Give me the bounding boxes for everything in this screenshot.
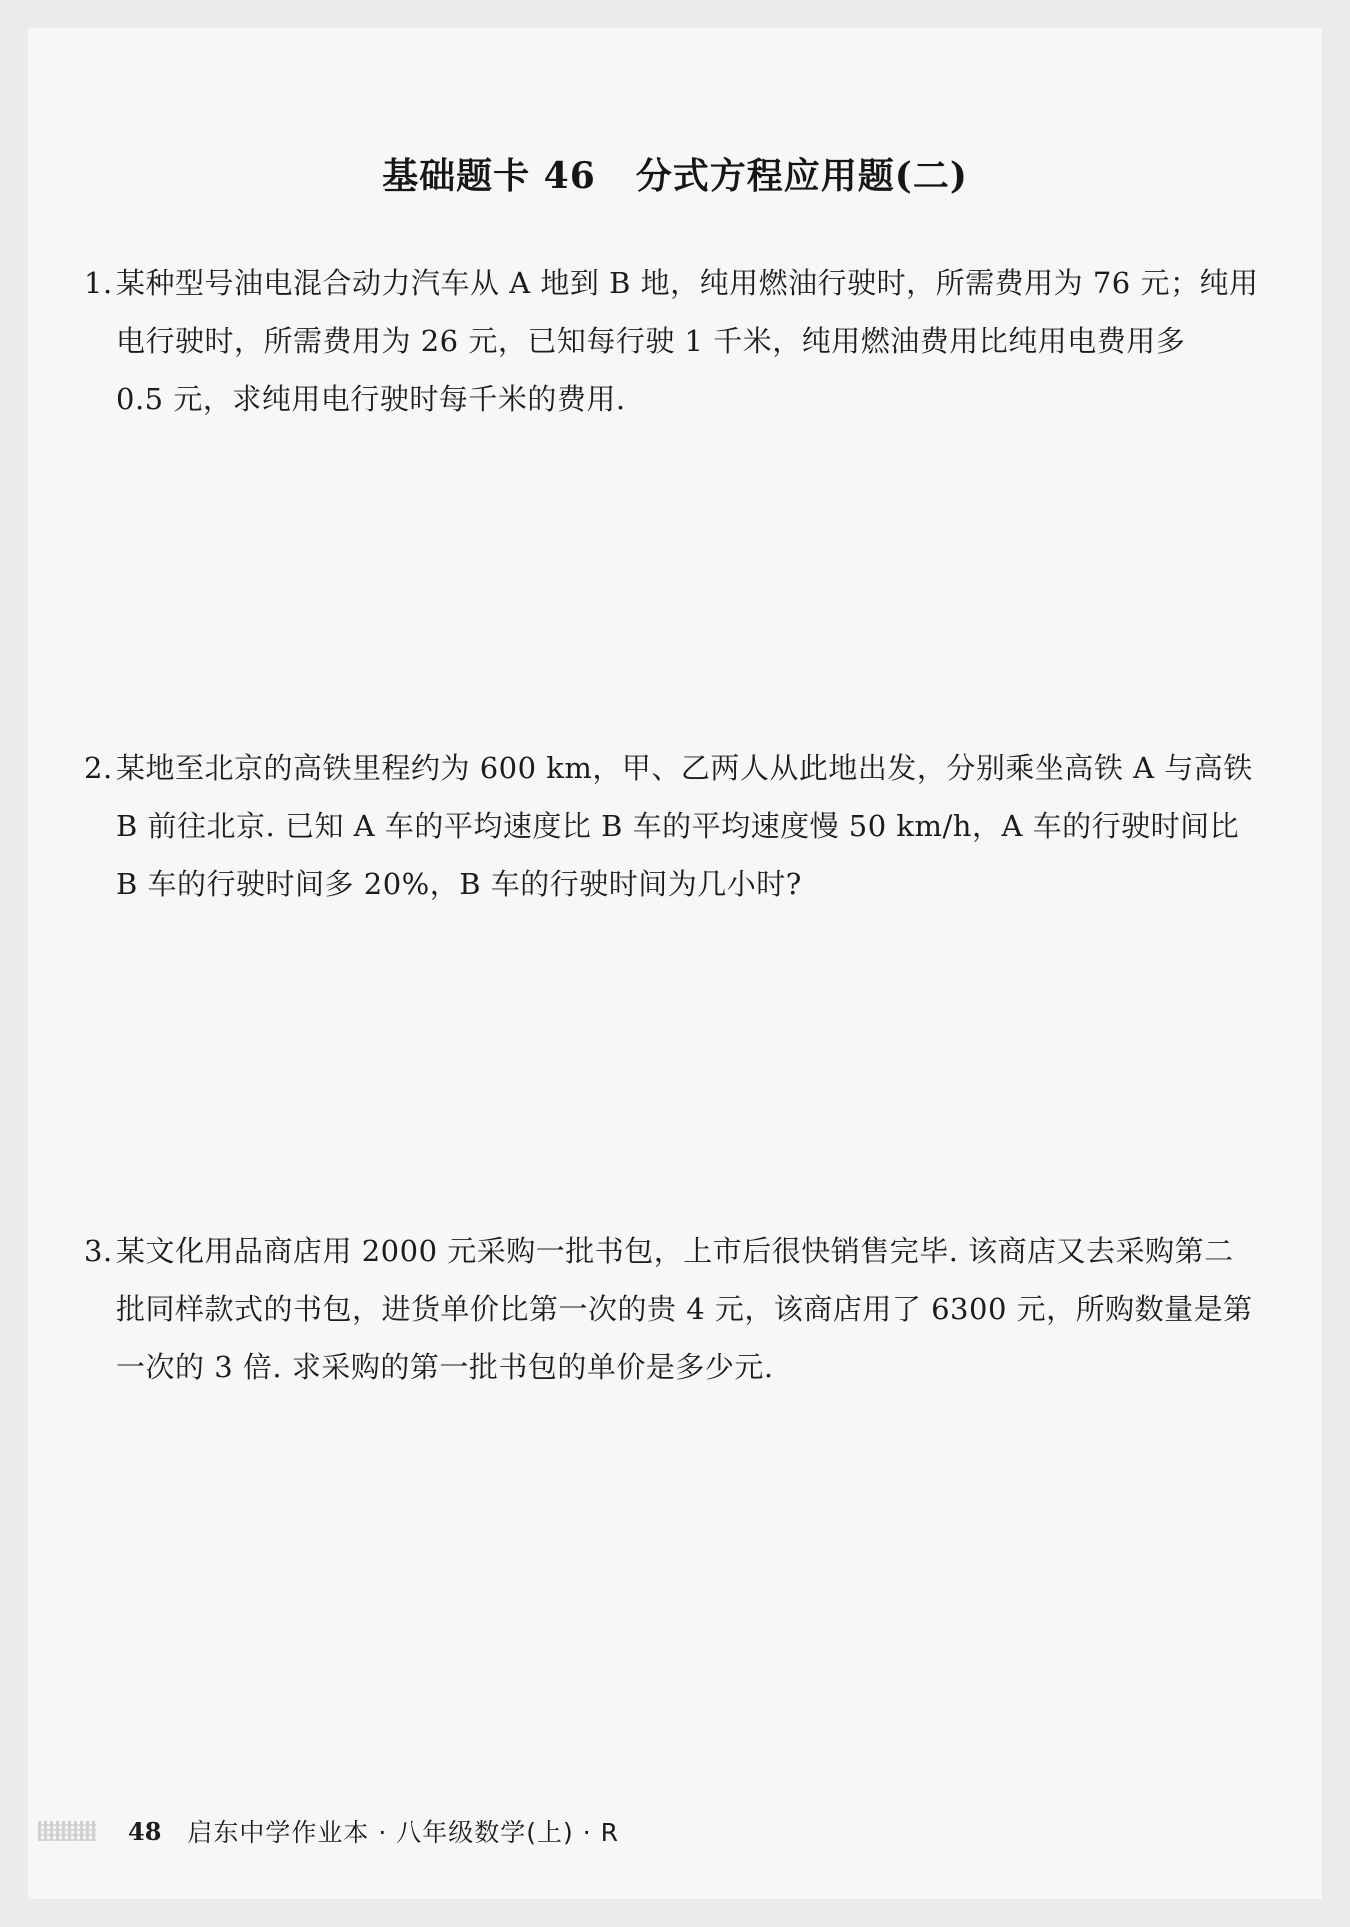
problem-text-line: 某种型号油电混合动力汽车从 A 地到 B 地，纯用燃油行驶时，所需费用为 76 元；纯用	[116, 266, 1259, 300]
problem-text-line: 某文化用品商店用 2000 元采购一批书包，上市后很快销售完毕. 该商店又去采购第二	[116, 1234, 1234, 1268]
footer-decoration	[38, 1821, 96, 1841]
topic-label: 分式方程应用题(二)	[635, 155, 968, 197]
problem-number: 1.	[84, 266, 113, 300]
problem-text-line: 某地至北京的高铁里程约为 600 km，甲、乙两人从此地出发，分别乘坐高铁 A 与高铁	[116, 751, 1253, 785]
problem-number: 2.	[84, 751, 113, 785]
problem-text-line: B 车的行驶时间多 20%，B 车的行驶时间为几小时?	[116, 867, 802, 901]
problem-number: 3.	[84, 1234, 113, 1268]
book-title: 启东中学作业本 · 八年级数学(上) · R	[187, 1818, 619, 1847]
problem-text-line: 批同样款式的书包，进货单价比第一次的贵 4 元，该商店用了 6300 元，所购数量是第	[116, 1292, 1253, 1326]
problem-3	[84, 1222, 1284, 1396]
page-title	[0, 148, 1350, 199]
page-number: 48	[128, 1816, 162, 1846]
problem-text-line: 一次的 3 倍. 求采购的第一批书包的单价是多少元.	[116, 1350, 774, 1384]
card-label: 基础题卡 46	[382, 155, 596, 197]
page-footer	[38, 1813, 619, 1849]
problem-2	[84, 739, 1284, 913]
problem-text-line: 0.5 元，求纯用电行驶时每千米的费用.	[116, 382, 626, 416]
problem-text-line: 电行驶时，所需费用为 26 元，已知每行驶 1 千米，纯用燃油费用比纯用电费用多	[116, 324, 1186, 358]
problem-text-line: B 前往北京. 已知 A 车的平均速度比 B 车的平均速度慢 50 km/h，A 车的行驶时间比	[116, 809, 1240, 843]
problem-1	[84, 254, 1284, 428]
